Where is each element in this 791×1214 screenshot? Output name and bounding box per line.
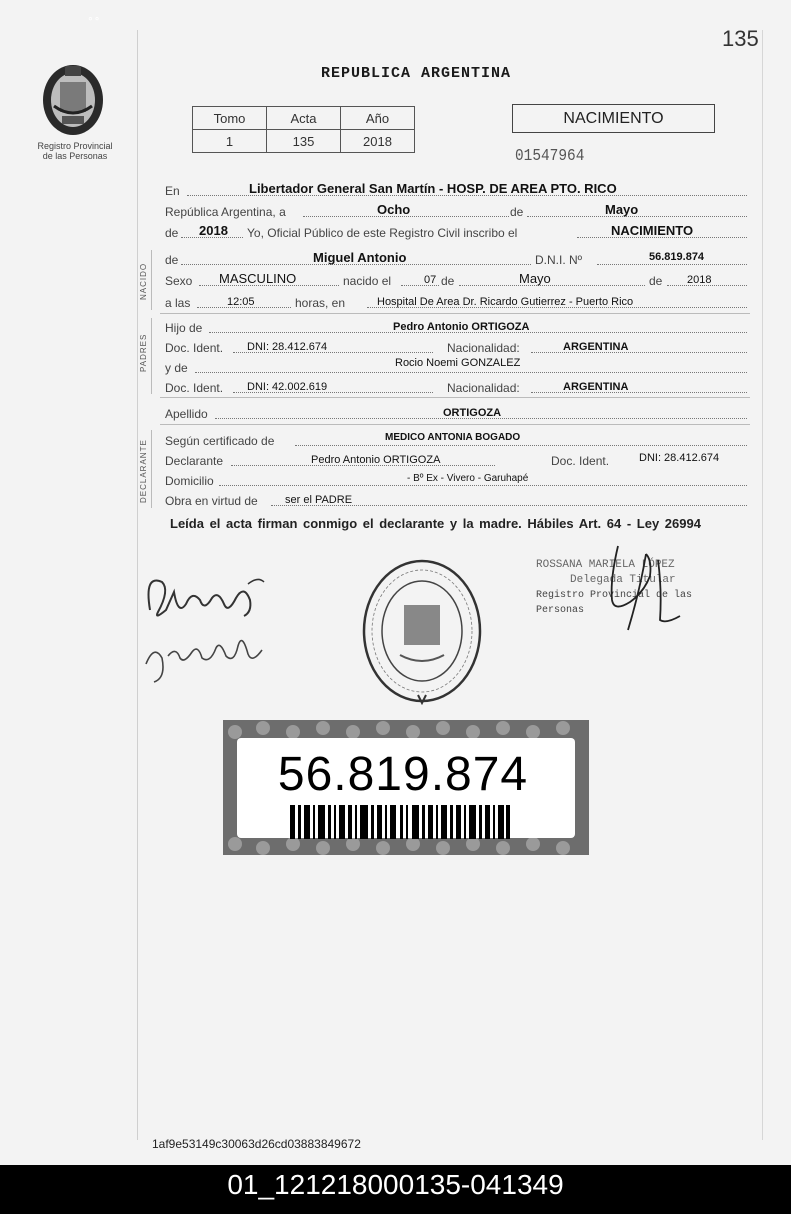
side-label-padres: PADRES xyxy=(139,333,148,372)
value-father-nationality: ARGENTINA xyxy=(563,341,629,353)
side-label-nacido: NACIDO xyxy=(139,262,148,300)
value-obra: ser el PADRE xyxy=(285,494,353,506)
value-birth-year: 2018 xyxy=(687,274,712,286)
margin-line xyxy=(137,30,138,1140)
official-signature-icon xyxy=(600,540,690,635)
official-role: Delegada Titular xyxy=(570,574,676,586)
value-father-dni: DNI: 28.412.674 xyxy=(247,341,328,353)
row-hora: a las 12:05 horas, en Hospital De Area Dr. Ricardo Gutierrez - Puerto Rico xyxy=(165,292,747,310)
serial-number: 01547964 xyxy=(515,147,585,166)
record-header-acta: Acta xyxy=(267,107,341,130)
value-birth-time: 12:05 xyxy=(227,296,255,308)
row-obra: Obra en virtud de ser el PADRE xyxy=(165,490,747,508)
value-birth-place: Hospital De Area Dr. Ricardo Gutierrez - Puerto Rico xyxy=(377,296,634,308)
value-mother-name: Rocio Noemi GONZALEZ xyxy=(395,357,521,369)
label-en: En xyxy=(165,184,180,198)
right-edge-line xyxy=(762,30,763,1140)
row-en xyxy=(165,180,747,198)
corner-mark: ᐤᐤ xyxy=(88,14,102,28)
row-declarante: Declarante Pedro Antonio ORTIGOZA Doc. Ident. DNI: 28.412.674 xyxy=(165,452,720,468)
value-year: 2018 xyxy=(199,223,228,238)
document-hash: 1af9e53149c30063d26cd03883849672 xyxy=(152,1137,361,1151)
value-birth-month: Mayo xyxy=(519,271,551,286)
row-certificado: Según certificado de MEDICO ANTONIA BOGADO xyxy=(165,430,747,448)
value-sex: MASCULINO xyxy=(219,271,297,286)
value-address: - Bº Ex - Vivero - Garuhapé xyxy=(407,473,529,484)
row-y-de: y de Rocio Noemi GONZALEZ xyxy=(165,357,747,375)
value-mother-dni: DNI: 42.002.619 xyxy=(247,381,328,393)
value-day: Ocho xyxy=(377,202,411,217)
record-header-anio: Año xyxy=(341,107,415,130)
page-number: 135 xyxy=(722,26,759,51)
side-label-declarante: DECLARANTE xyxy=(139,439,148,503)
dni-label-number: 56.819.874 xyxy=(277,748,529,801)
row-apellido: Apellido ORTIGOZA xyxy=(165,403,747,421)
record-type-box: NACIMIENTO xyxy=(512,104,715,133)
footer-code: 01_121218000135-041349 xyxy=(0,1165,791,1214)
record-value-acta: 135 xyxy=(267,130,341,153)
record-value-anio: 2018 xyxy=(341,130,415,153)
value-en: Libertador General San Martín - HOSP. DE AREA PTO. RICO xyxy=(249,181,617,196)
registry-seal-icon xyxy=(360,555,484,705)
value-surname: ORTIGOZA xyxy=(443,407,502,419)
value-inscribo: NACIMIENTO xyxy=(611,223,694,238)
provincial-emblem-icon xyxy=(40,60,106,138)
registry-label: Registro Provincial de las Personas xyxy=(37,141,113,161)
record-table xyxy=(192,106,415,153)
row-domicilio: Domicilio - Bº Ex - Vivero - Garuhapé xyxy=(165,470,747,488)
value-birth-day: 07 xyxy=(424,274,437,286)
row-nombre: de Miguel Antonio D.N.I. Nº 56.819.874 xyxy=(165,249,747,267)
declarant-signatures-icon xyxy=(140,560,280,690)
value-month: Mayo xyxy=(605,202,639,217)
row-inscribo: de 2018 Yo, Oficial Público de este Registro Civil inscribo el NACIMIENTO xyxy=(165,222,747,240)
record-header-tomo: Tomo xyxy=(193,107,267,130)
row-republica: República Argentina, a Ocho de Mayo xyxy=(165,201,747,219)
row-sexo: Sexo MASCULINO nacido el 07 de Mayo de 2018 xyxy=(165,270,747,288)
row-hijo-de: Hijo de Pedro Antonio ORTIGOZA xyxy=(165,317,747,335)
row-doc-mother: Doc. Ident. DNI: 42.002.619 Nacionalidad: ARGENTINA xyxy=(165,377,747,395)
value-mother-nationality: ARGENTINA xyxy=(563,381,629,393)
document-title: REPUBLICA ARGENTINA xyxy=(321,65,512,82)
record-value-tomo: 1 xyxy=(193,130,267,153)
row-doc-father: Doc. Ident. DNI: 28.412.674 Nacionalidad: ARGENTINA xyxy=(165,337,747,355)
value-certificate: MEDICO ANTONIA BOGADO xyxy=(385,432,521,443)
value-declarant-dni: DNI: 28.412.674 xyxy=(639,452,720,464)
value-child-name: Miguel Antonio xyxy=(313,250,407,265)
closing-text: Leída el acta firman conmigo el declarante y la madre. Hábiles Art. 64 - Ley 26994 xyxy=(170,516,701,531)
value-declarant: Pedro Antonio ORTIGOZA xyxy=(311,454,441,466)
value-father-name: Pedro Antonio ORTIGOZA xyxy=(393,321,530,333)
official-name: ROSSANA MARIELA LÓPEZ xyxy=(536,559,675,571)
barcode-icon xyxy=(290,805,510,839)
official-org: Registro Provincial de las Personas xyxy=(536,590,693,616)
value-child-dni: 56.819.874 xyxy=(649,251,705,263)
